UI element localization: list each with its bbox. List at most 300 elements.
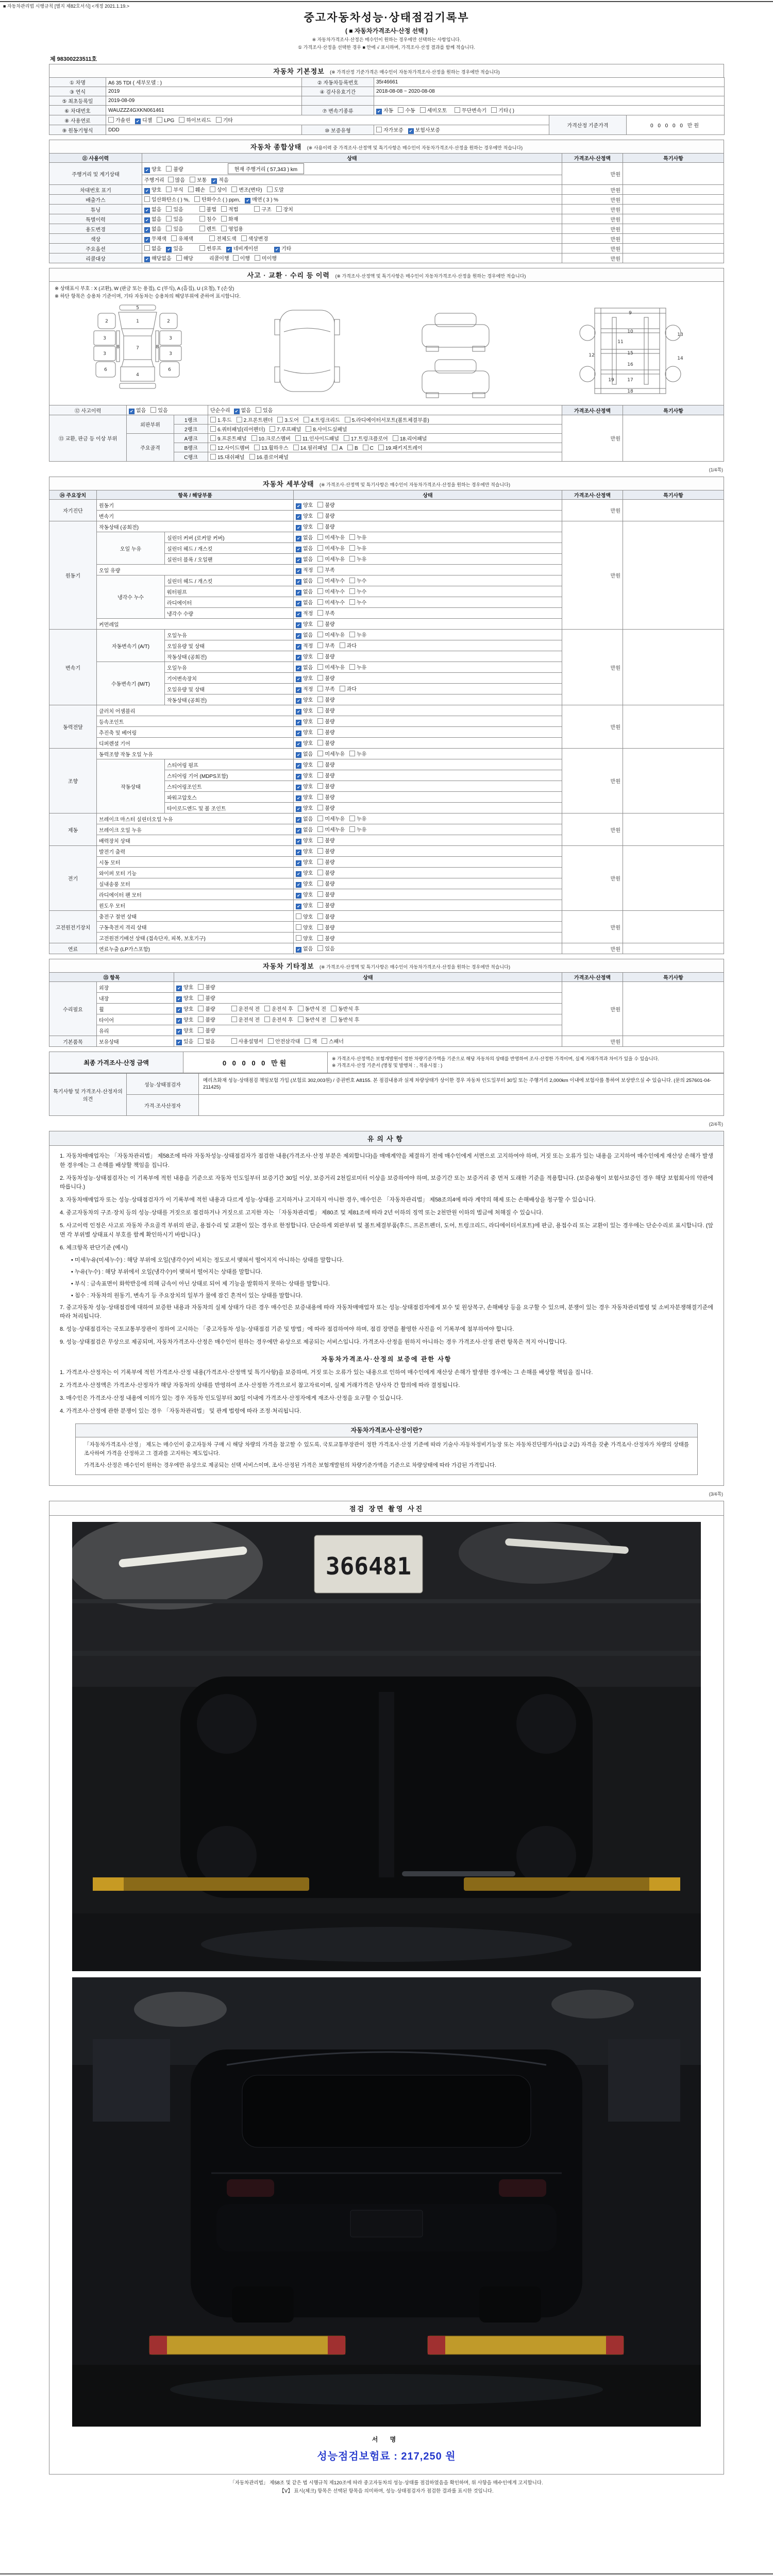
checkbox-option[interactable] (296, 544, 313, 552)
checkbox-option[interactable] (317, 750, 345, 757)
checkbox-option[interactable] (296, 869, 313, 877)
checkbox-checked-icon: ✔ (296, 547, 301, 552)
checkbox-option[interactable] (245, 195, 278, 204)
checkbox-option[interactable] (317, 934, 334, 942)
checkbox-option[interactable] (317, 501, 334, 509)
checkbox-option[interactable] (276, 205, 293, 213)
checkbox-option[interactable] (194, 195, 240, 203)
option-label: 미세누유 (325, 752, 345, 757)
checkbox-option[interactable] (317, 782, 334, 790)
check-group (144, 254, 198, 262)
checkbox-option[interactable] (296, 771, 313, 779)
checkbox-option[interactable] (166, 225, 183, 232)
checkbox-option[interactable] (317, 901, 334, 909)
checkbox-option[interactable] (317, 577, 345, 584)
checkbox-option[interactable] (317, 815, 345, 822)
state-checks (294, 900, 562, 911)
state-header: 상태 (174, 973, 562, 982)
basic-title-note: (※ 가격산정 기준가격은 매수인이 자동차가격조사·산정을 원하는 경우에만 적습니다) (330, 70, 500, 75)
checkbox-option[interactable] (306, 425, 347, 433)
checkbox-option[interactable] (296, 555, 313, 563)
checkbox-option[interactable] (268, 1037, 300, 1045)
option-label: 16.플로어패널 (256, 455, 289, 461)
checkbox-option[interactable] (256, 406, 273, 414)
checkbox-option[interactable] (144, 234, 166, 243)
checkbox-option[interactable] (317, 598, 345, 606)
checkbox-option[interactable] (349, 825, 366, 833)
checkbox-option[interactable] (135, 116, 152, 124)
checkbox-option[interactable] (211, 176, 228, 184)
checkbox-option[interactable] (331, 1015, 359, 1023)
checkbox-option[interactable] (293, 444, 328, 451)
option-label: 운전석 후 (272, 1018, 293, 1023)
check-group (254, 205, 298, 213)
checkbox-icon (317, 935, 323, 941)
checkbox-option[interactable] (296, 598, 313, 606)
field-label: ⑩ 보증유형 (302, 125, 374, 135)
checkbox-option[interactable] (249, 453, 289, 461)
checkbox-option[interactable] (317, 631, 345, 638)
page-title: 중고자동차성능·상태점검기록부 (304, 12, 469, 24)
checkbox-option[interactable] (317, 879, 334, 887)
checkbox-option[interactable] (296, 890, 313, 899)
notice-item: 6. 체크항목 판단기준 (예시) (60, 1244, 128, 1251)
checkbox-option[interactable] (317, 728, 334, 736)
checkbox-option[interactable] (144, 244, 161, 252)
checkbox-option[interactable] (209, 234, 237, 242)
checkbox-option[interactable] (317, 674, 334, 682)
checkbox-option[interactable] (231, 1037, 263, 1045)
checkbox-option[interactable] (251, 434, 291, 442)
price-warranty-item: 4. 가격조사·산정에 관한 분쟁이 있는 경우 「자동차관리법」 및 관계 법령에 따라 조정·처리됩니다. (60, 1408, 301, 1414)
notices-body (49, 1146, 724, 1485)
checkbox-option[interactable] (317, 609, 334, 617)
checkbox-option[interactable] (241, 234, 268, 242)
checkbox-option[interactable] (233, 254, 250, 262)
checkbox-option[interactable] (144, 205, 161, 213)
option-label: 부족 (325, 568, 335, 573)
checkbox-option[interactable] (317, 533, 345, 541)
checkbox-icon (317, 588, 323, 594)
checkbox-option[interactable] (166, 215, 183, 223)
checkbox-option[interactable] (267, 185, 284, 193)
checkbox-option[interactable] (349, 663, 366, 671)
option-label: 17.트렁크플로어 (350, 436, 388, 442)
checkbox-option[interactable] (420, 106, 447, 114)
checkbox-option[interactable] (376, 106, 393, 114)
checkbox-icon (216, 117, 222, 123)
checkbox-option[interactable] (144, 195, 190, 203)
checkbox-option[interactable] (305, 1037, 317, 1045)
checkbox-icon (166, 226, 172, 231)
state-checks (294, 565, 562, 575)
checkbox-option[interactable] (296, 522, 313, 531)
checkbox-option[interactable] (322, 1037, 344, 1045)
checkbox-option[interactable] (270, 425, 301, 433)
checkbox-option[interactable] (317, 706, 334, 714)
exchange-label: ⑬ 교환, 판금 등 이상 부위 (49, 415, 127, 462)
checkbox-option[interactable] (296, 577, 313, 585)
checkbox-option[interactable] (198, 1026, 215, 1034)
checkbox-option[interactable] (317, 696, 334, 703)
checkbox-option[interactable] (296, 804, 313, 812)
checkbox-option[interactable] (199, 205, 216, 213)
part-name: 오일누유 (165, 662, 294, 673)
checkbox-option[interactable] (198, 1005, 215, 1012)
etc-item-name: 유리 (97, 1025, 174, 1036)
checkbox-option[interactable] (176, 983, 193, 991)
checkbox-option[interactable] (349, 544, 366, 552)
checkbox-option[interactable] (144, 215, 161, 223)
price-cell: 만원 (562, 911, 623, 943)
checkbox-option[interactable] (157, 117, 174, 124)
checkbox-option[interactable] (317, 793, 334, 801)
checkbox-option[interactable] (298, 1015, 326, 1023)
checkbox-option[interactable] (150, 406, 167, 414)
checkbox-option[interactable] (108, 116, 130, 124)
option-label: 없음 (303, 589, 313, 595)
checkbox-option[interactable] (199, 225, 216, 232)
checkbox-option[interactable] (317, 663, 345, 671)
checkbox-option[interactable] (144, 254, 172, 262)
option-label: 양호 (183, 985, 194, 991)
checkbox-option[interactable] (234, 406, 251, 414)
checkbox-option[interactable] (198, 983, 215, 991)
checkbox-option[interactable] (317, 804, 334, 811)
checkbox-option[interactable] (231, 1005, 260, 1012)
checkbox-option[interactable] (317, 869, 334, 876)
checkbox-option[interactable] (179, 116, 211, 124)
checkbox-option[interactable] (349, 577, 366, 584)
checkbox-icon (317, 729, 323, 735)
checkbox-option[interactable] (317, 587, 345, 595)
checkbox-option[interactable] (296, 825, 313, 834)
checkbox-option[interactable] (317, 739, 334, 747)
checkbox-option[interactable] (296, 663, 313, 671)
option-label: 12.사이드멤버 (217, 446, 250, 451)
checkbox-option[interactable] (378, 444, 423, 451)
checkbox-checked-icon: ✔ (144, 208, 150, 213)
checkbox-option[interactable] (176, 1005, 193, 1013)
option-label: 사용설명서 (238, 1039, 263, 1045)
checkbox-option[interactable] (296, 512, 313, 520)
checkbox-option[interactable] (296, 879, 313, 888)
checkbox-option[interactable] (317, 825, 345, 833)
checkbox-option[interactable] (304, 416, 340, 423)
checkbox-option[interactable] (317, 912, 334, 920)
checkbox-checked-icon: ✔ (296, 590, 301, 596)
checkbox-checked-icon: ✔ (296, 828, 301, 834)
option-label: 양호 (303, 882, 313, 887)
notice-item: 1. 자동차매매업자는 「자동차관리법」 제58조에 따라 자동차성능·상태점검자가 점검한 내용(가격조사·산정 부분은 제외합니다)을 매매계약을 체결하기 전에 매수인에게 서면으로 고지하여야 하며, 거짓 또는 오류가 있는 내용을 고지하여 매수인에게 재산상 손해가 발생한 경우에는 그 손해를 배상할 책임을 집니다. (60, 1153, 713, 1168)
diagram-number: 10 (627, 329, 633, 334)
checkbox-option[interactable] (296, 728, 313, 736)
checkbox-option[interactable] (296, 587, 313, 596)
checkbox-option[interactable] (317, 858, 334, 866)
checkbox-option[interactable] (296, 501, 313, 509)
checkbox-option[interactable] (210, 185, 227, 193)
checkbox-option[interactable] (340, 685, 357, 692)
checkbox-option[interactable] (274, 244, 291, 252)
checkbox-icon (296, 913, 301, 919)
checkbox-option[interactable] (176, 254, 193, 262)
checkbox-option[interactable] (296, 815, 313, 823)
field-label (302, 96, 374, 106)
checkbox-option[interactable] (317, 544, 345, 552)
checkbox-option[interactable] (198, 994, 215, 1002)
checkbox-option[interactable] (176, 1015, 193, 1024)
checkbox-option[interactable] (317, 512, 334, 519)
checkbox-checked-icon: ✔ (296, 795, 301, 801)
option-label: 미세누유 (325, 817, 345, 822)
checkbox-icon (108, 117, 114, 123)
checkbox-option[interactable] (176, 994, 193, 1002)
checkbox-option[interactable] (317, 652, 334, 660)
option-label: 양호 (303, 741, 313, 747)
section-basic-info (49, 64, 724, 135)
checkbox-option[interactable] (176, 1037, 193, 1045)
checkbox-option[interactable] (349, 750, 366, 757)
device-group-name: 연료 (49, 943, 97, 954)
checkbox-icon (254, 206, 260, 212)
checkbox-checked-icon: ✔ (176, 1040, 182, 1045)
option-label: 네비게이션 (233, 246, 258, 252)
checkbox-option[interactable] (295, 434, 339, 442)
checkbox-option[interactable] (317, 771, 334, 779)
checkbox-option[interactable] (210, 434, 247, 442)
checkbox-option[interactable] (408, 126, 440, 134)
checkbox-option[interactable] (168, 176, 185, 183)
option-label: 있음 (183, 1039, 194, 1045)
checkbox-option[interactable] (199, 244, 222, 252)
part-name: 실린더 커버 (로커암 커버) (165, 532, 294, 543)
checkbox-icon (331, 1016, 337, 1022)
checkbox-option[interactable] (317, 555, 345, 563)
checkbox-option[interactable] (349, 598, 366, 606)
checkbox-option[interactable] (210, 453, 245, 461)
checkbox-checked-icon: ✔ (296, 633, 301, 639)
diagram-number: 11 (617, 340, 624, 345)
option-label: 11.인사이드패널 (302, 436, 339, 442)
checkbox-option[interactable] (144, 225, 161, 233)
checkbox-option[interactable] (296, 566, 313, 574)
price-cell: 만원 (562, 185, 623, 195)
item-name: 구동축전지 격리 상태 (97, 922, 294, 933)
rank-label: B랭크 (174, 443, 208, 452)
state-checks (294, 521, 562, 532)
checkbox-option[interactable] (296, 739, 313, 747)
checkbox-option[interactable] (296, 609, 313, 617)
checkbox-option[interactable] (349, 533, 366, 541)
checkbox-option[interactable] (393, 434, 427, 442)
checkbox-option[interactable] (296, 631, 313, 639)
checkbox-option[interactable] (166, 205, 183, 213)
checkbox-option[interactable] (176, 1026, 193, 1035)
checkbox-option[interactable] (296, 912, 313, 920)
diagram-number: 3 (103, 336, 106, 341)
checkbox-option[interactable] (349, 587, 366, 595)
checkbox-option[interactable] (376, 126, 404, 133)
checkbox-option[interactable] (296, 706, 313, 715)
checkbox-option[interactable] (398, 106, 415, 114)
checkbox-option[interactable] (210, 416, 232, 423)
checkbox-option[interactable] (129, 406, 146, 414)
checkbox-checked-icon: ✔ (296, 676, 301, 682)
checkbox-option[interactable] (296, 652, 313, 660)
etc-info-table (49, 972, 724, 1047)
checkbox-icon (317, 707, 323, 713)
checkbox-option[interactable] (317, 566, 334, 573)
checkbox-option[interactable] (296, 696, 313, 704)
checkbox-option[interactable] (317, 522, 334, 530)
remark-cell (623, 846, 724, 911)
checkbox-icon (251, 435, 257, 441)
checkbox-option[interactable] (296, 934, 313, 942)
checkbox-option[interactable] (296, 760, 313, 769)
remark-cell (623, 244, 724, 253)
checkbox-option[interactable] (349, 815, 366, 822)
checkbox-option[interactable] (296, 533, 313, 541)
checkbox-option[interactable] (198, 1015, 215, 1023)
checkbox-option[interactable] (277, 416, 299, 423)
checkbox-option[interactable] (221, 215, 238, 223)
checkbox-option[interactable] (221, 225, 243, 232)
checkbox-option[interactable] (317, 847, 334, 855)
option-label: 누수 (356, 589, 367, 595)
checkbox-icon (349, 588, 355, 594)
checkbox-option[interactable] (166, 244, 183, 252)
checkbox-option[interactable] (344, 434, 388, 442)
section-etc-info (49, 959, 724, 1047)
option-label: 양호 (183, 1007, 194, 1012)
checkbox-option[interactable] (317, 685, 334, 692)
checkbox-option[interactable] (210, 444, 249, 451)
checkbox-option[interactable] (317, 760, 334, 768)
checkbox-option[interactable] (296, 782, 313, 790)
remark-cell (623, 253, 724, 263)
checkbox-option[interactable] (264, 1015, 293, 1023)
checkbox-option[interactable] (188, 185, 205, 193)
checkbox-option[interactable] (255, 254, 277, 262)
checkbox-option[interactable] (296, 717, 313, 725)
checkbox-option[interactable] (296, 901, 313, 909)
checkbox-icon (256, 407, 261, 413)
device-group-name: 제동 (49, 814, 97, 846)
section-inspection-photos (49, 1501, 724, 2475)
checkbox-option[interactable] (317, 641, 334, 649)
checkbox-option[interactable] (221, 205, 238, 213)
state-checks (294, 770, 562, 781)
checkbox-option[interactable] (144, 165, 161, 173)
checkbox-option[interactable] (317, 836, 334, 844)
checkbox-option[interactable] (317, 923, 334, 931)
option-label: 미세누유 (325, 535, 345, 541)
final-price-value (183, 1052, 328, 1073)
checkbox-option[interactable] (491, 106, 514, 114)
checkbox-option[interactable] (349, 555, 366, 563)
checkbox-icon (317, 545, 323, 551)
row-state (142, 224, 562, 234)
checkbox-option[interactable] (317, 717, 334, 725)
state-checks (294, 749, 562, 759)
row-label: 색상 (49, 234, 142, 244)
checkbox-option[interactable] (264, 1005, 293, 1012)
checkbox-option[interactable] (254, 444, 289, 451)
checkbox-option[interactable] (226, 244, 258, 252)
checkbox-option[interactable] (166, 185, 183, 193)
state-checks (294, 694, 562, 705)
option-label: 많음 (175, 178, 185, 183)
checkbox-option[interactable] (345, 416, 429, 423)
checkbox-option[interactable] (332, 445, 343, 451)
title-note-1: ※ 자동차가격조사·산정은 매수인이 원하는 경우에만 선택하는 사항입니다. (312, 37, 461, 42)
checkbox-option[interactable] (347, 445, 358, 451)
option-label: 기타 (281, 246, 292, 252)
checkbox-option[interactable] (349, 631, 366, 638)
checkbox-option[interactable] (340, 641, 357, 649)
checkbox-option[interactable] (231, 185, 262, 193)
checkbox-option[interactable] (296, 674, 313, 682)
checkbox-option[interactable] (296, 620, 313, 628)
checkbox-option[interactable] (237, 416, 273, 423)
option-label: 양호 (183, 1018, 194, 1023)
checkbox-option[interactable] (296, 641, 313, 650)
inspection-photo-rear (72, 1977, 701, 2427)
field-value (374, 125, 549, 135)
checkbox-option[interactable] (254, 205, 271, 213)
checkbox-option[interactable] (190, 176, 207, 183)
state-checks (294, 824, 562, 835)
checkbox-option[interactable] (317, 620, 334, 628)
checkbox-icon (349, 545, 355, 551)
section-final-price (49, 1052, 724, 1116)
checkbox-icon (317, 794, 323, 800)
usage-history-header: ⑪ 사용이력 (49, 154, 142, 163)
checkbox-option[interactable] (296, 793, 313, 801)
checkbox-option[interactable] (331, 1005, 359, 1012)
checkbox-option[interactable] (296, 685, 313, 693)
checkbox-option[interactable] (198, 1037, 215, 1045)
checkbox-option[interactable] (210, 425, 265, 433)
option-label: 없음 (152, 246, 162, 252)
panel-category: 외판부위 (127, 415, 174, 434)
checkbox-option[interactable] (144, 185, 161, 194)
checkbox-icon (317, 805, 323, 810)
price-definition-box (75, 1423, 698, 1476)
checkbox-option[interactable] (296, 923, 313, 931)
checkbox-icon (221, 206, 227, 212)
checkbox-icon (210, 435, 216, 441)
checkbox-option[interactable] (296, 858, 313, 866)
checkbox-option[interactable] (317, 944, 334, 952)
checkbox-option[interactable] (296, 944, 313, 953)
state-checks (294, 619, 562, 630)
option-label: 없음 (303, 817, 313, 822)
checkbox-option[interactable] (171, 234, 193, 242)
checkbox-option[interactable] (296, 750, 313, 758)
checkbox-option[interactable] (231, 1015, 260, 1023)
checkbox-option[interactable] (363, 445, 374, 451)
checkbox-option[interactable] (296, 836, 313, 844)
checkbox-option[interactable] (199, 215, 216, 223)
option-label: 4.트렁크리드 (310, 418, 340, 423)
checkbox-option[interactable] (216, 116, 233, 124)
checkbox-option[interactable] (317, 890, 334, 898)
checkbox-option[interactable] (455, 106, 486, 114)
checkbox-option[interactable] (298, 1005, 326, 1012)
checkbox-option[interactable] (296, 847, 313, 855)
checkbox-option[interactable] (166, 165, 183, 173)
